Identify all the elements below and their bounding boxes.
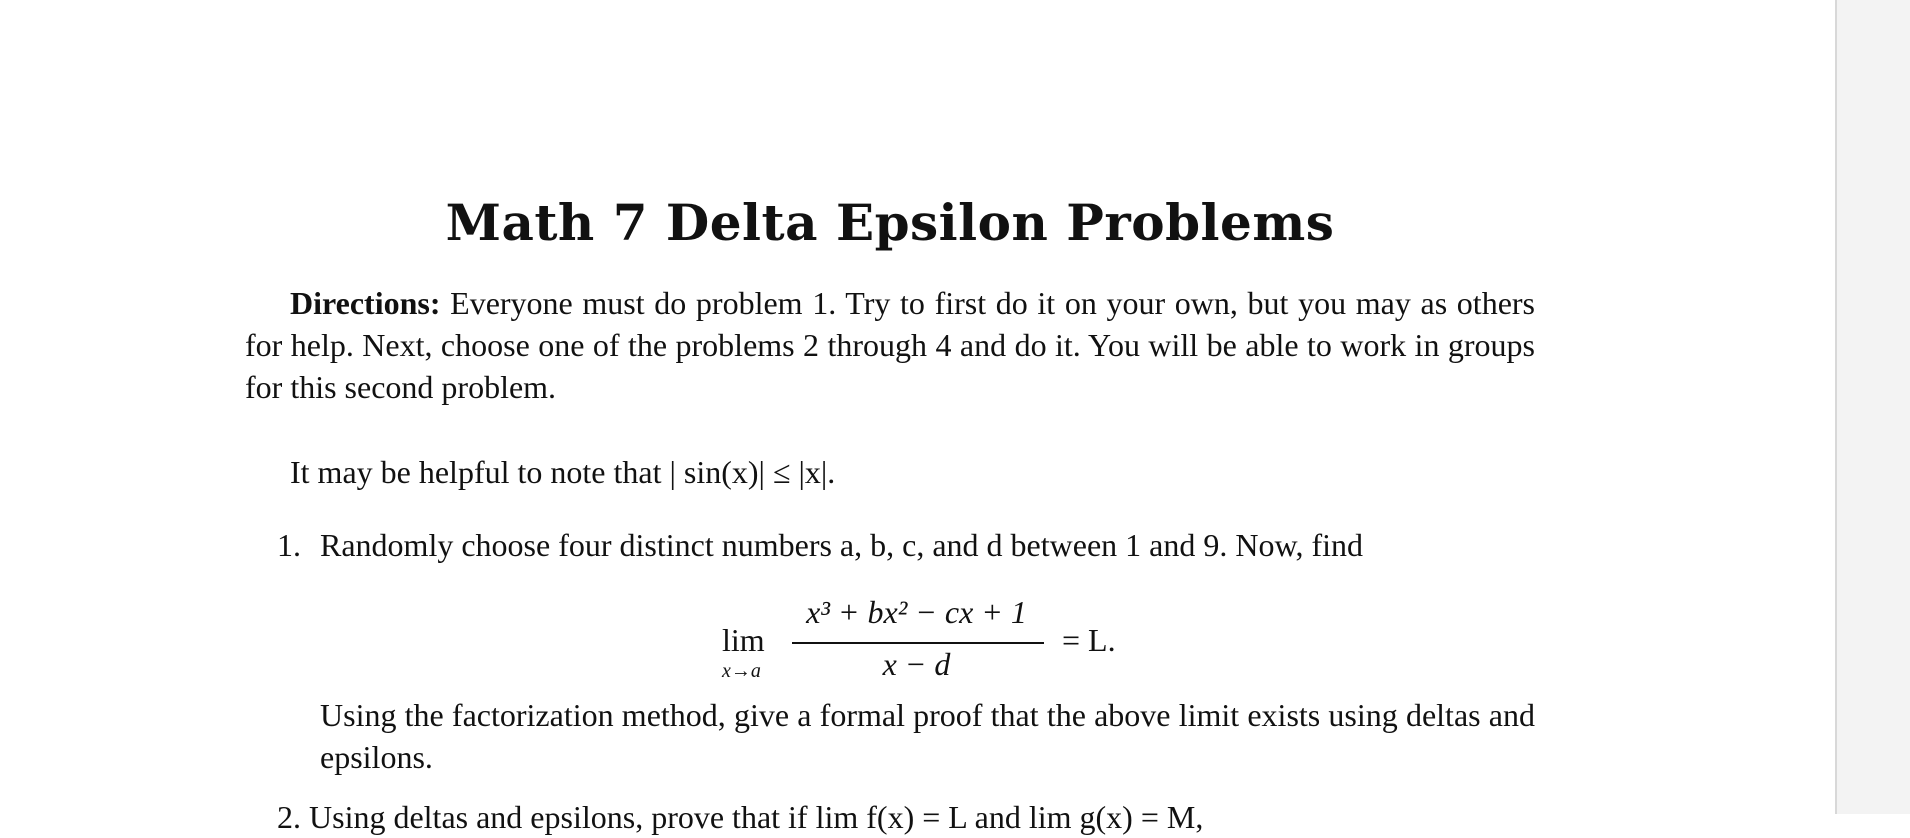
directions-paragraph: [245, 282, 1535, 408]
directions-text: Everyone must do problem 1. Try to first do it on your own, but you may as others for help. Next, choose one of the problems 2 through 4 and do it. You will be able to work in groups for this second problem.: [245, 285, 1536, 405]
denominator: x − d: [882, 646, 951, 682]
lim-operator: lim: [722, 622, 765, 658]
directions-label: Directions:: [290, 285, 441, 321]
fraction-bar: [792, 642, 1044, 644]
numerator: x³ + bx² − cx + 1: [806, 594, 1027, 630]
problem-2-cutoff-line: 2. Using deltas and epsilons, prove that if lim f(x) = L and lim g(x) = M,: [277, 799, 1204, 835]
lim-subscript: x→a: [722, 660, 761, 682]
equation-rhs: = L.: [1062, 622, 1116, 658]
page-title: Math 7 Delta Epsilon Problems: [445, 193, 1335, 252]
problem-1-text: Randomly choose four distinct numbers a, b, c, and d between 1 and 9. Now, find: [320, 527, 1364, 563]
helpful-note: It may be helpful to note that | sin(x)| ≤ |x|.: [290, 454, 836, 490]
viewer-scrollbar[interactable]: [1835, 0, 1910, 814]
problem-1-number: 1.: [277, 527, 301, 563]
limit-equation: [722, 594, 1142, 684]
problem-1-instructions: Using the factorization method, give a formal proof that the above limit exists using deltas and epsilons.: [320, 697, 1535, 775]
